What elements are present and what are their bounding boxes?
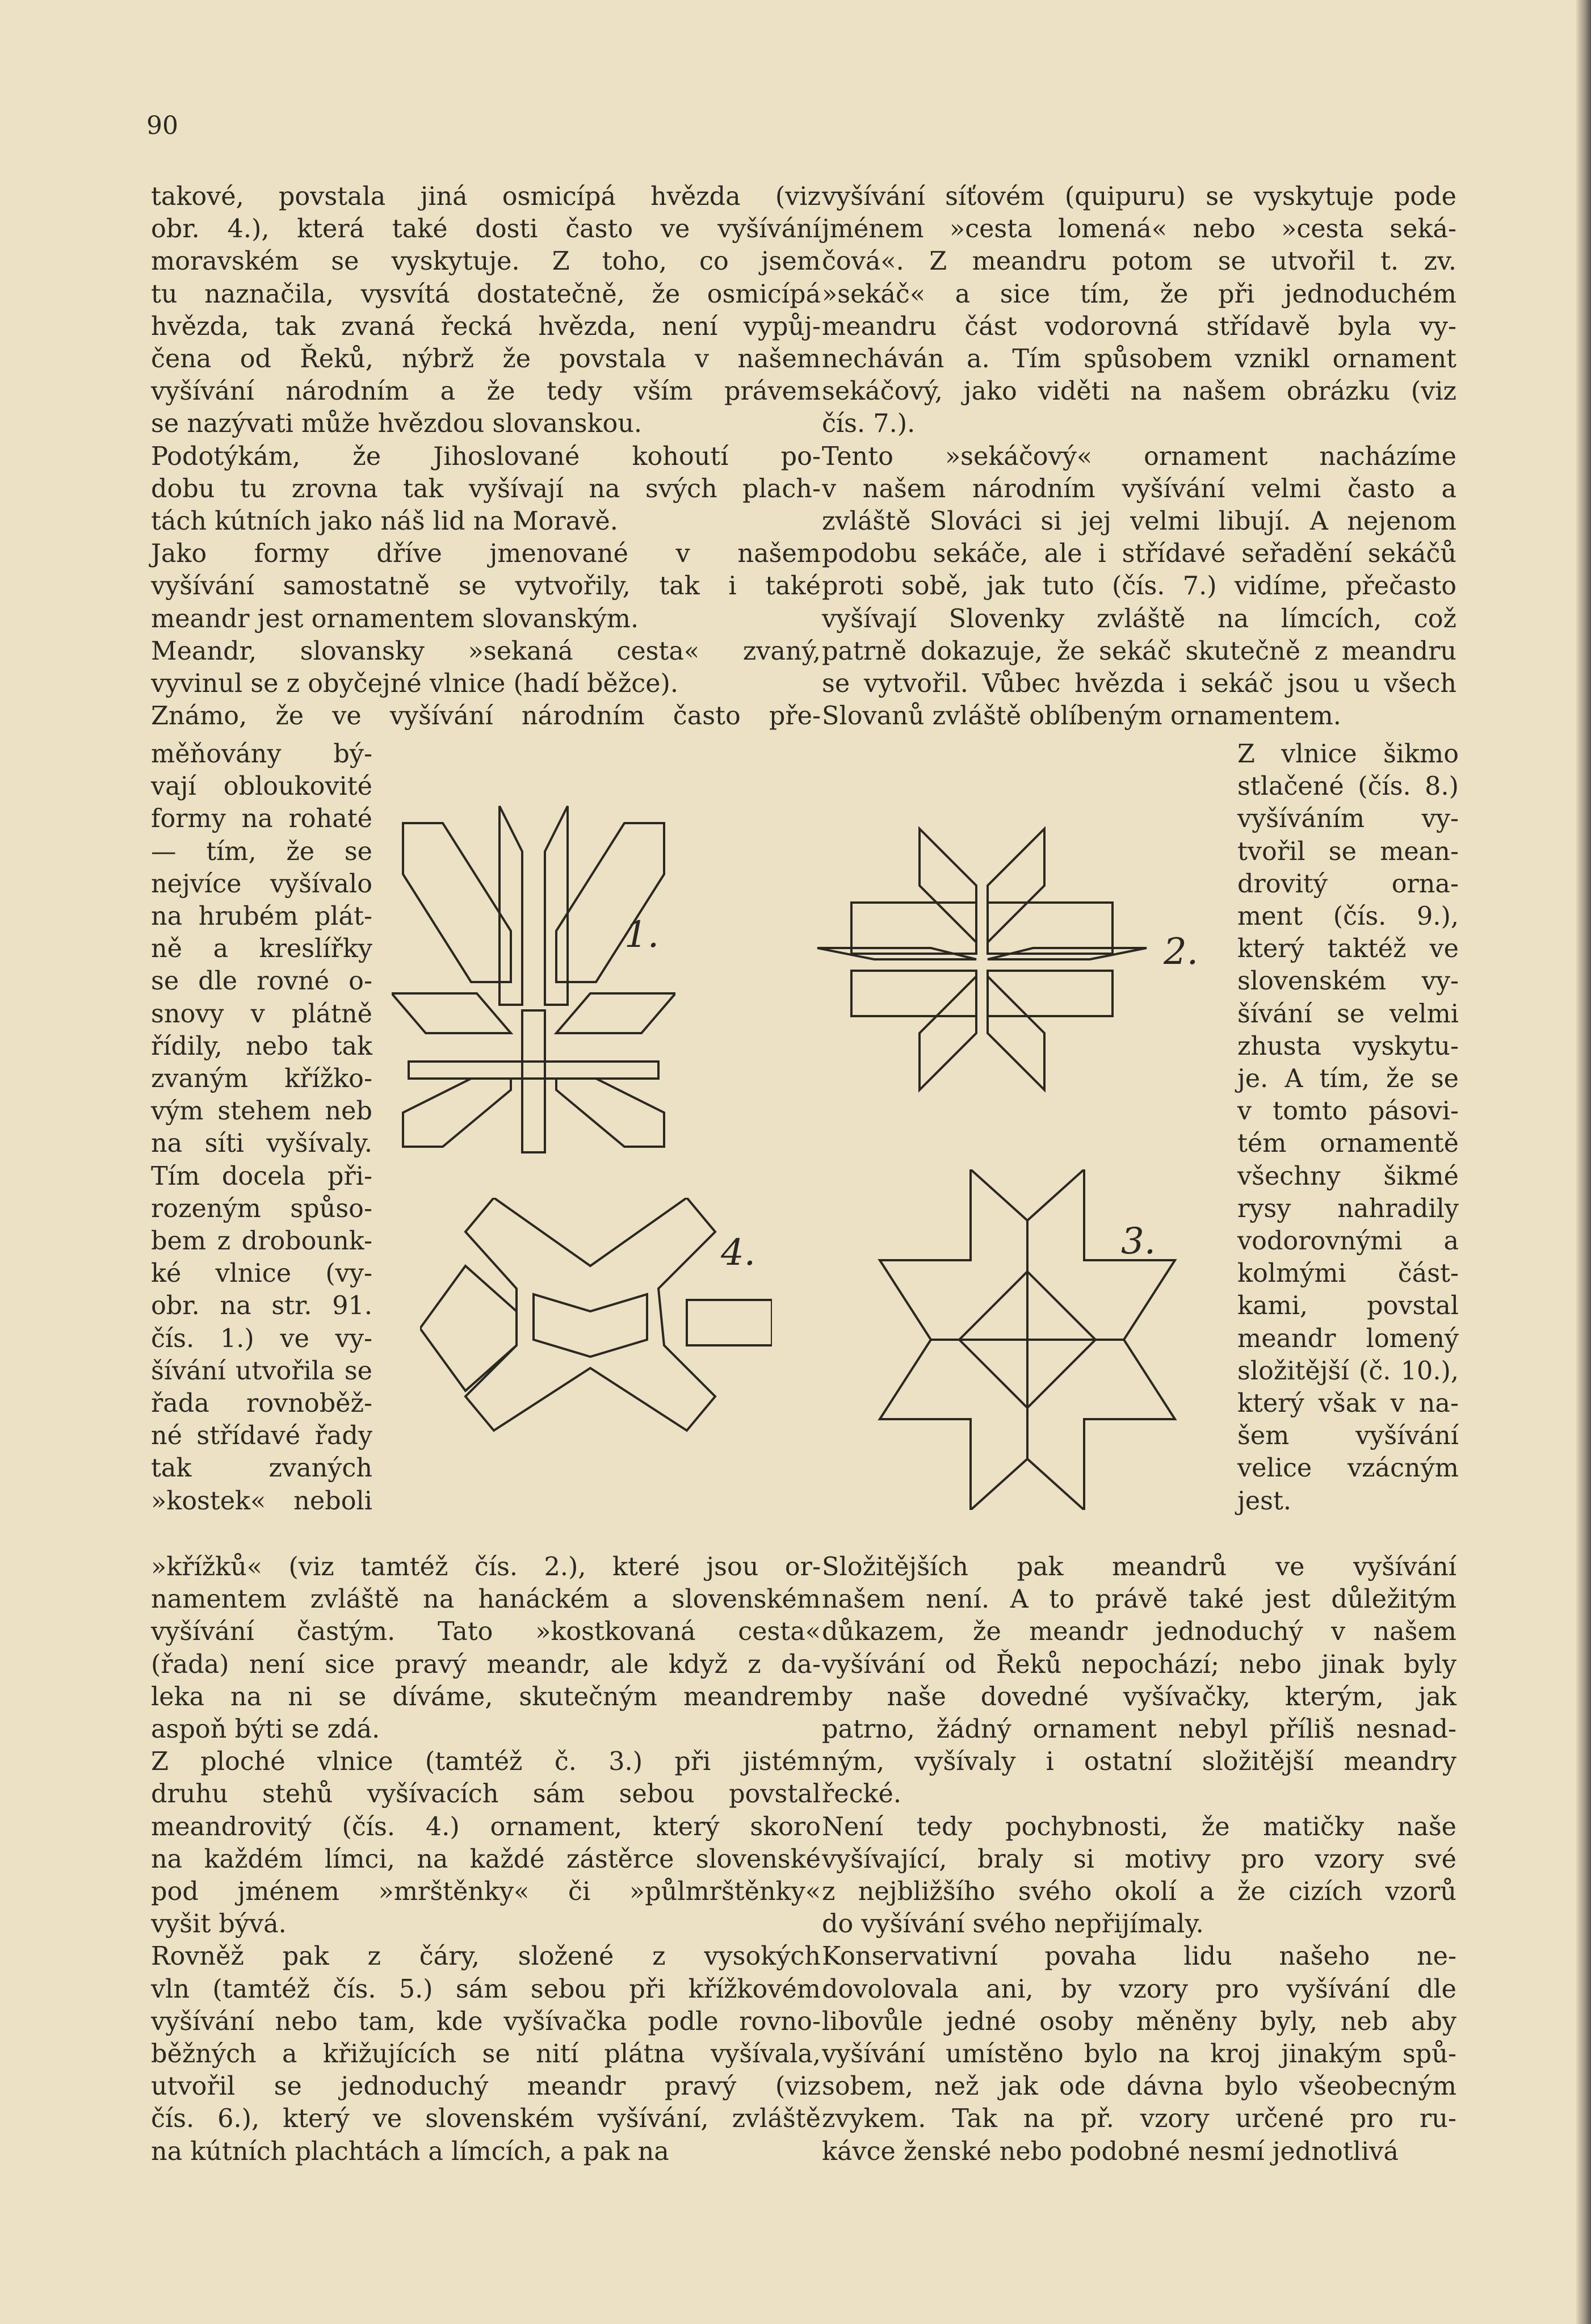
left-column-narrow [151,738,372,1517]
text-line: řecké. [822,1780,901,1809]
text-line: necháván a. Tím spůsobem vznikl ornament [822,345,1456,374]
text-line: řídily, nebo tak [151,1031,372,1061]
figure-4-ornament [420,1198,772,1493]
text-line: do vyšívání svého nepřijímaly. [822,1910,1204,1939]
text-line: se dle rovné o- [151,967,372,996]
text-line: vodorovnými a [1237,1227,1459,1256]
text-line: rysy nahradily [1237,1194,1459,1223]
text-line: druhu stehů vyšívacích sám sebou povstal [151,1780,821,1809]
text-line: namentem zvláště na hanáckém a slovenském [151,1585,821,1614]
text-line: Z vlnice šikmo [1237,740,1459,769]
text-line: Slovanů zvláště oblíbeným ornamentem. [822,702,1341,731]
text-line: ně a kreslířky [151,934,372,964]
text-line: na kútních plachtách a límcích, a pak na [151,2137,669,2166]
text-line: vají obloukovité [151,772,372,802]
text-line: »křížků« (viz tamtéž čís. 2.), které jsou or- [151,1553,821,1582]
text-line: tak zvaných [151,1454,372,1483]
text-line: Rovněž pak z čáry, složené z vysokých [151,1942,821,1971]
left-column-top [151,181,821,732]
text-line: který však v na- [1237,1389,1459,1419]
text-line: důkazem, že meandr jednoduchý v našem [822,1617,1456,1647]
text-line: složitější (č. 10.), [1237,1356,1459,1386]
text-line: všechny šikmé [1237,1161,1459,1191]
text-line: dobu tu zrovna tak vyšívají na svých plach- [151,474,821,504]
text-line: zvláště Slováci si jej velmi libují. A nejenom [822,507,1456,536]
text-line: Složitějších pak meandrů ve vyšívání [822,1553,1456,1582]
text-line: tvořil se mean- [1237,837,1459,866]
text-line: měňovány bý- [151,740,372,769]
text-line: meandru část vodorovná střídavě byla vy- [822,312,1456,341]
text-line: moravském se vyskytuje. Z toho, co jsem [151,247,821,276]
right-column-narrow [1237,738,1459,1517]
text-line: se nazývati může hvězdou slovanskou. [151,409,643,439]
text-line: čís. 7.). [822,409,916,439]
text-line: na každém límci, na každé zástěrce slovenské [151,1844,821,1874]
text-line: vým stehem neb [151,1097,372,1126]
text-line: čena od Řeků, nýbrž že povstala v našem [151,345,821,374]
text-line: Z ploché vlnice (tamtéž č. 3.) při jistém [151,1747,821,1777]
text-line: se vytvořil. Vůbec hvězda i sekáč jsou u všech [822,669,1456,699]
text-line: meandr lomený [1237,1324,1459,1353]
text-line: takové, povstala jiná osmicípá hvězda (viz [151,182,821,211]
text-line: by naše dovedné vyšívačky, kterým, jak [822,1682,1456,1711]
text-line: Není tedy pochybnosti, že matičky naše [822,1812,1456,1841]
text-line: podobu sekáče, ale i střídavé seřadění sekáčů [822,539,1456,569]
text-line: jménem »cesta lomená« nebo »cesta seká- [822,215,1456,244]
text-line: formy na rohaté [151,804,372,834]
text-line: čís. 1.) ve vy- [151,1324,372,1353]
text-line: vyšívání samostatně se vytvořily, tak i také [151,572,821,601]
text-line: »sekáč« a sice tím, že při jednoduchém [822,279,1456,309]
text-line: obr. 4.), která také dosti často ve vyšívání [151,215,821,244]
text-line: snovy v plátně [151,999,372,1029]
right-column-top [822,181,1456,732]
text-line: na hrubém plát- [151,902,372,932]
text-line: Tím docela při- [151,1161,372,1191]
left-column-bottom [151,1551,821,2168]
text-line: řada rovnoběž- [151,1389,372,1419]
text-line: — tím, že se [151,837,372,866]
page-edge-shadow [1576,0,1591,2324]
text-line: vyšívání síťovém (quipuru) se vyskytuje pode [822,182,1456,211]
figure-3-label: 3. [1121,1220,1156,1262]
text-line: Známo, že ve vyšívání národním často pře- [151,702,821,731]
text-line: utvořil se jednoduchý meandr pravý (viz [151,2072,821,2101]
text-line: nejvíce vyšívalo [151,869,372,899]
text-line: vyšívání národním a že tedy vším právem [151,377,821,406]
text-line: »kostek« neboli [151,1486,372,1516]
text-line: zvykem. Tak na př. vzory určené pro ru- [822,2104,1456,2134]
text-line: čová«. Z meandru potom se utvořil t. zv. [822,247,1456,276]
text-line: v našem národním vyšívání velmi často a [822,474,1456,504]
text-line: sekáčový, jako viděti na našem obrázku (viz [822,377,1456,406]
figure-2-label: 2. [1164,931,1199,973]
text-line: vyšívají Slovenky zvláště na límcích, což [822,604,1456,634]
text-line: Jako formy dříve jmenované v našem [151,539,821,569]
text-line: (řada) není sice pravý meandr, ale když z da- [151,1650,821,1679]
text-line: na síti vyšívaly. [151,1129,372,1159]
text-line: čís. 6.), který ve slovenském vyšívání, zvláště [151,2104,821,2134]
text-line: šívání utvořila se [151,1356,372,1386]
text-line: hvězda, tak zvaná řecká hvězda, není vypůj- [151,312,821,341]
text-line: kolmými část- [1237,1259,1459,1289]
text-line: bem z drobounk- [151,1227,372,1256]
text-line: aspoň býti se zdá. [151,1715,380,1744]
text-line: zvaným křížko- [151,1064,372,1094]
right-column-bottom [822,1551,1456,2168]
text-line: vyšívání nebo tam, kde vyšívačka podle rovno- [151,2007,821,2036]
text-line: který taktéž ve [1237,934,1459,964]
text-line: stlačené (čís. 8.) [1237,772,1459,802]
text-line: kami, povstal [1237,1291,1459,1321]
text-line: dovolovala ani, by vzory pro vyšívání dle [822,1974,1456,2004]
text-line: tách kútních jako náš lid na Moravě. [151,507,618,536]
text-line: patrno, žádný ornament nebyl příliš nesnad- [822,1715,1456,1744]
text-line: z nejbližšího svého okolí a že cizích vzorů [822,1877,1456,1907]
text-line: slovenském vy- [1237,967,1459,996]
text-line: Podotýkám, že Jihoslované kohoutí po- [151,442,821,471]
text-line: drovitý orna- [1237,869,1459,899]
text-line: je. A tím, že se [1237,1064,1459,1094]
text-line: vyšívající, braly si motivy pro vzory své [822,1844,1456,1874]
text-line: běžných a křižujících se nití plátna vyšívala, [151,2040,821,2069]
text-line: vln (tamtéž čís. 5.) sám sebou při křížkovém [151,1974,821,2004]
text-line: rozeným spůso- [151,1194,372,1223]
figure-1-label: 1. [624,914,660,956]
text-line: kávce ženské nebo podobné nesmí jednotlivá [822,2137,1399,2166]
text-line: vyšíváním vy- [1237,804,1459,834]
text-line: ké vlnice (vy- [151,1259,372,1289]
text-line: meandr jest ornamentem slovanským. [151,604,639,634]
text-line: vyšit bývá. [151,1910,287,1939]
text-line: ment (čís. 9.), [1237,902,1459,932]
text-line: sobem, než jak ode dávna bylo všeobecným [822,2072,1456,2101]
text-line: v tomto pásovi- [1237,1097,1459,1126]
text-line: Meandr, slovansky »sekaná cesta« zvaný, [151,636,821,666]
text-line: leka na ni se díváme, skutečným meandrem [151,1682,821,1711]
text-line: šívání se velmi [1237,999,1459,1029]
text-line: tém ornamentě [1237,1129,1459,1159]
text-line: ným, vyšívaly i ostatní složitější meandry [822,1747,1456,1777]
text-line: šem vyšívání [1237,1421,1459,1451]
text-line: zhusta vyskytu- [1237,1031,1459,1061]
text-line: vyvinul se z obyčejné vlnice (hadí běžce). [151,669,678,699]
text-line: né střídavé řady [151,1421,372,1451]
text-line: tu naznačila, vysvítá dostatečně, že osmicípá [151,279,821,309]
figure-1-ornament [392,795,675,1158]
text-line: vyšívání častým. Tato »kostkovaná cesta« [151,1617,821,1647]
text-line: Konservativní povaha lidu našeho ne- [822,1942,1456,1971]
text-line: patrně dokazuje, že sekáč skutečně z meandru [822,636,1456,666]
text-line: proti sobě, jak tuto (čís. 7.) vidíme, přečasto [822,572,1456,601]
text-line: meandrovitý (čís. 4.) ornament, který skoro [151,1812,821,1841]
page-number: 90 [146,111,178,140]
text-line: libovůle jedné osoby měněny byly, neb aby [822,2007,1456,2036]
text-line: našem není. A to právě také jest důležitým [822,1585,1456,1614]
text-line: Tento »sekáčový« ornament nacházíme [822,442,1456,471]
figure-4-label: 4. [721,1232,756,1274]
figure-2-ornament [806,817,1158,1101]
text-line: jest. [1237,1486,1291,1516]
text-line: vyšívání od Řeků nepochází; nebo jinak byly [822,1650,1456,1679]
text-line: pod jménem »mrštěnky« či »půlmrštěnky« [151,1877,821,1907]
text-line: obr. na str. 91. [151,1291,372,1321]
figure-1-shapes [392,806,675,1152]
text-line: velice vzácným [1237,1454,1459,1483]
text-line: vyšívání umístěno bylo na kroj jinakým spů- [822,2040,1456,2069]
